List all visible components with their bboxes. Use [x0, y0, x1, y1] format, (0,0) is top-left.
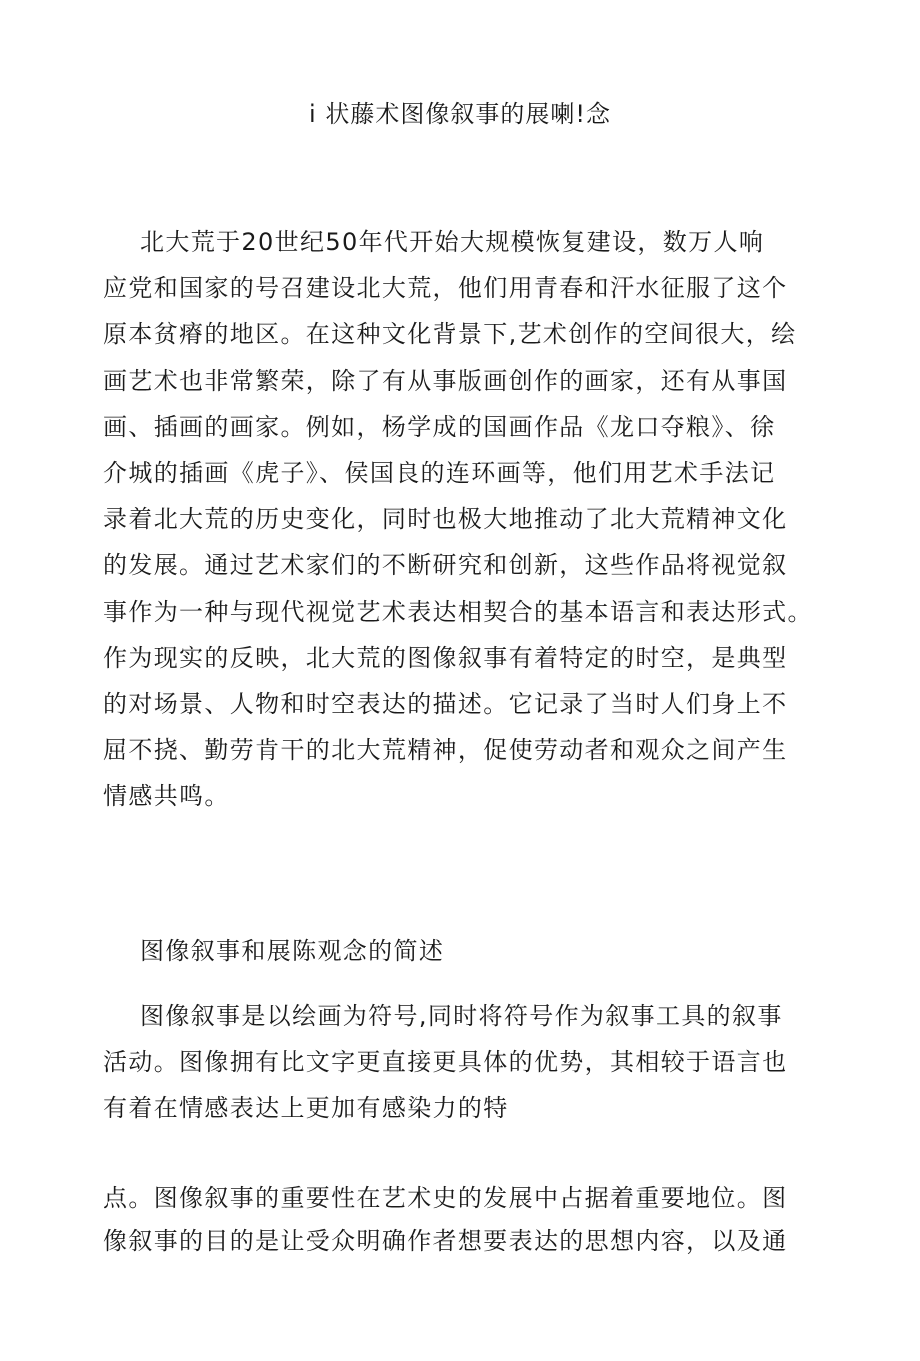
- paragraph-line: 点。图像叙事的重要性在艺术史的发展中占据着重要地位。图: [103, 1184, 788, 1212]
- paragraph-intro: [103, 219, 821, 819]
- paragraph-image-narrative: [103, 993, 821, 1131]
- paragraph-line: 原本贫瘠的地区。在这种文化背景下,艺术创作的空间很大，绘: [103, 320, 797, 349]
- paragraph-line: 屈不挠、勤劳肯干的北大荒精神，促使劳动者和观众之间产生: [103, 736, 788, 765]
- paragraph-line: 有着在情感表达上更加有感染力的特: [103, 1094, 509, 1122]
- paragraph-line: 作为现实的反映，北大荒的图像叙事有着特定的时空，是典型: [103, 643, 788, 672]
- paragraph-line: 录着北大荒的历史变化，同时也极大地推动了北大荒精神文化: [103, 505, 788, 534]
- paragraph-line: 情感共鸣。: [103, 782, 230, 811]
- paragraph-line: 事作为一种与现代视觉艺术表达相契合的基本语言和表达形式。: [103, 597, 813, 626]
- section-heading: 图像叙事和展陈观念的简述: [140, 937, 445, 965]
- paragraph-line: 画艺术也非常繁荣，除了有从事版画创作的画家，还有从事国: [103, 366, 788, 395]
- paragraph-continuation: [103, 1177, 821, 1263]
- document-title: i 状藤术图像叙事的展喇!念: [309, 100, 611, 128]
- paragraph-line: 的对场景、人物和时空表达的描述。它记录了当时人们身上不: [103, 689, 788, 718]
- paragraph-line: 介城的插画《虎子》、侯国良的连环画等，他们用艺术手法记: [103, 458, 776, 487]
- paragraph-line: 活动。图像拥有比文字更直接更具体的优势，其相较于语言也: [103, 1048, 788, 1076]
- paragraph-line: 画、插画的画家。例如，杨学成的国画作品《龙口夺粮》、徐: [103, 412, 776, 441]
- paragraph-line: 图像叙事是以绘画为符号,同时将符号作为叙事工具的叙事: [140, 1002, 783, 1030]
- paragraph-line: 应党和国家的号召建设北大荒，他们用青春和汗水征服了这个: [103, 274, 788, 303]
- paragraph-line: 的发展。通过艺术家们的不断研究和创新，这些作品将视觉叙: [103, 551, 788, 580]
- paragraph-line: 像叙事的目的是让受众明确作者想要表达的思想内容，以及通: [103, 1227, 788, 1255]
- paragraph-line: 北大荒于20世纪50年代开始大规模恢复建设，数万人响: [140, 228, 765, 256]
